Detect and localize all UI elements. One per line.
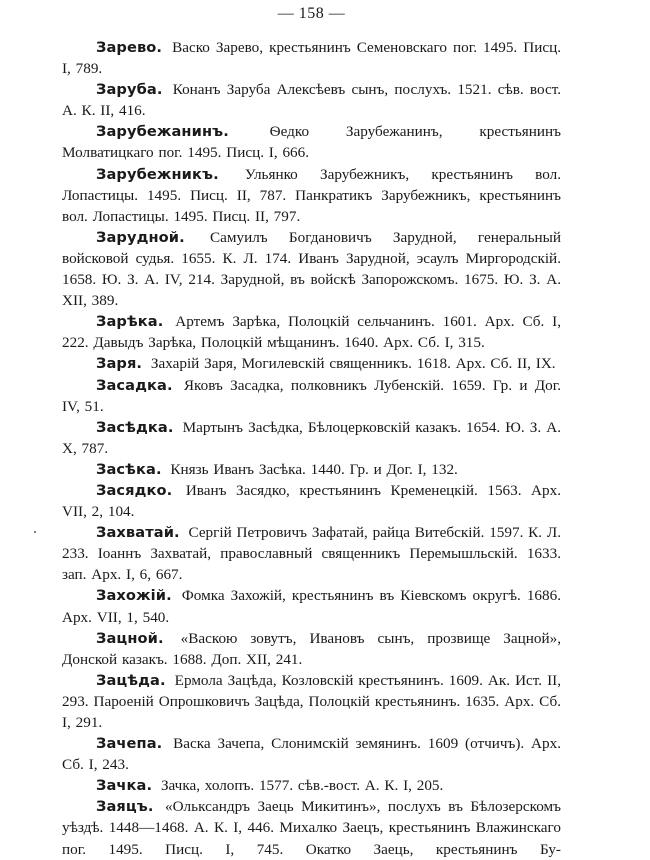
entry-headword: Зарудной. <box>96 228 185 246</box>
entry <box>62 121 561 163</box>
entry <box>62 522 561 585</box>
entry-text: Иванъ Засядко, крестьянинъ Кременецкій. 1563. Арх. VII, 2, 104. <box>62 481 562 521</box>
entry-headword: Зацной. <box>96 629 164 647</box>
entry-headword: Засѣдка. <box>96 418 174 436</box>
entry-text: Зачка, холопъ. 1577. сѣв.-вост. А. К. I, 205. <box>160 777 444 795</box>
entry-text: Князь Иванъ Засѣка. 1440. Гр. и Дог. I, 132. <box>170 460 458 478</box>
entry <box>62 796 561 859</box>
entry <box>62 353 561 374</box>
entry <box>62 375 561 417</box>
entry-headword: Заруба. <box>96 81 163 99</box>
entry <box>62 670 561 733</box>
entry-headword: Зарево. <box>96 39 163 56</box>
entry-text: «Ольксандръ Заець Микитинъ», послухъ въ Бѣлозерскомъ уѣздѣ. 1448—1468. А. К. I, 446. Михалко Заецъ, крестьянинъ Влажинскаго пог. 1495. Писц. I, 745. Окатко Заець, крестьянинъ Бу- <box>62 798 561 858</box>
entry-text: Фомка Захожій, крестьянинъ въ Кіевскомъ округѣ. 1686. Арх. VII, 1, 540. <box>62 587 562 626</box>
print-speck <box>34 531 36 533</box>
entry <box>62 164 561 227</box>
entry-text: Ѳедко Зарубежанинъ, крестьянинъ Молватицкаго пог. 1495. Писц. I, 666. <box>62 123 561 162</box>
entry-headword: Захватай. <box>96 524 180 542</box>
entry-headword: Засядко. <box>96 481 173 499</box>
entries-list <box>62 37 561 860</box>
entry-headword: Засѣка. <box>96 460 162 478</box>
entry <box>62 227 561 311</box>
entry-text: Васка Зачепа, Слонимскій земянинъ. 1609 (отчичъ). Арх. Сб. I, 243. <box>62 735 561 774</box>
entry-headword: Засадка. <box>96 376 173 394</box>
entry-headword: Зарубежанинъ. <box>96 123 229 141</box>
entry-text: Сергій Петровичъ Зафатай, райца Витебскій. 1597. К. Л. 233. Іоаннъ Захватай, православный священникъ Перемышльскій. 1633. зап. Арх. I, 6, 667. <box>62 524 561 584</box>
entry-headword: Захожій. <box>96 587 172 605</box>
entry-text: Захарій Заря, Могилевскій священникъ. 1618. Арх. Сб. II, IX. <box>150 355 556 373</box>
entry-headword: Зарѣка. <box>96 313 164 331</box>
entry <box>62 628 561 670</box>
entry-headword: Зачка. <box>96 777 153 795</box>
entry <box>62 585 561 627</box>
entry-headword: Зачепа. <box>96 735 163 753</box>
entry-text: Яковъ Засадка, полковникъ Лубенскій. 1659. Гр. и Дог. IV, 51. <box>62 376 562 415</box>
entry-text: Ермола Зацѣда, Козловскій крестьянинъ. 1609. Ак. Ист. II, 293. Пароеній Опрошковичъ Зацѣда, Полоцкій крестьянинъ. 1635. Арх. Сб. I, 291. <box>62 671 561 731</box>
entry-text: Мартынъ Засѣдка, Бѣлоцерковскій казакъ. 1654. Ю. З. А. X, 787. <box>62 418 562 457</box>
entry-text: Васко Зарево, крестьянинъ Семеновскаго пог. 1495. Писц. I, 789. <box>62 39 561 78</box>
entry <box>62 417 561 459</box>
entry-text: Конанъ Заруба Алексѣевъ сынъ, послухъ. 1521. сѣв. вост. А. К. II, 416. <box>62 81 561 120</box>
page-number: — 158 — <box>277 5 346 22</box>
entry <box>62 79 561 121</box>
entry-headword: Зацѣда. <box>96 671 166 689</box>
entry <box>62 775 561 796</box>
entry-headword: Заря. <box>96 355 143 373</box>
entry-text: «Васкою зовутъ, Ивановъ сынъ, прозвище Зацной», Донской казакъ. 1688. Доп. XII, 241. <box>62 629 562 668</box>
entry <box>62 459 561 480</box>
entry <box>62 311 561 353</box>
entry-text: Артемъ Зарѣка, Полоцкій сельчанинъ. 1601. Арх. Сб. I, 222. Давыдъ Зарѣка, Полоцкій мѣщанинъ. 1640. Арх. Сб. I, 315. <box>62 313 561 352</box>
entry-headword: Зарубежникъ. <box>96 165 219 183</box>
entry <box>62 37 561 79</box>
entry <box>62 733 561 775</box>
entry-text: Самуилъ Богдановичъ Зарудной, генеральный войсковой судья. 1655. К. Л. 174. Иванъ Зарудной, эсаулъ Миргородскій. 1658. Ю. З. А. IV, 214. Зарудной, въ войскѣ Запорожскомъ. 1675. Ю. З. А. XII, 389. <box>62 228 562 310</box>
entry-headword: Заяцъ. <box>96 798 154 816</box>
entry <box>62 480 561 522</box>
entry-text: Ульянко Зарубежникъ, крестьянинъ вол. Лопастицы. 1495. Писц. II, 787. Панкратикъ Зарубежникъ, крестьянинъ вол. Лопастицы. 1495. Писц. II, 797. <box>62 165 562 225</box>
document-page <box>62 0 561 860</box>
